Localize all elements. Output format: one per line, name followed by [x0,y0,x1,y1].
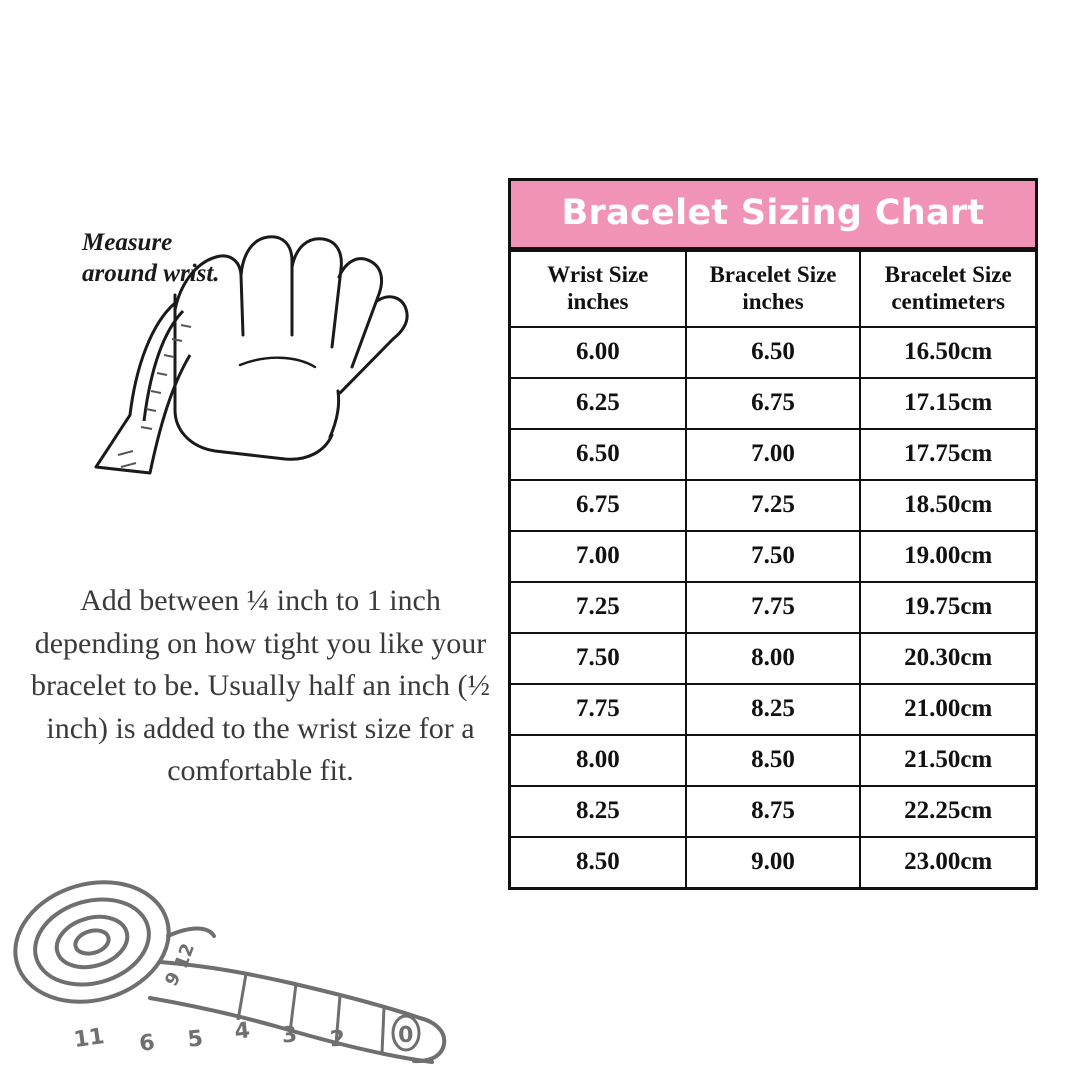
cell-bracelet-cm: 18.50cm [860,480,1035,531]
table-row [511,837,1035,887]
cell-bracelet-inches: 8.00 [686,633,861,684]
table-row [511,735,1035,786]
column-header-line: centimeters [891,289,1005,315]
cell-wrist-size: 7.50 [511,633,686,684]
column-header-line: inches [742,289,804,315]
tape-number: 11 [72,1024,106,1054]
cell-bracelet-inches: 9.00 [686,837,861,887]
column-header-wrist-size-inches [511,251,686,327]
tape-number: 4 [233,1018,252,1045]
cell-bracelet-cm: 22.25cm [860,786,1035,837]
column-header-line: inches [567,289,629,315]
table-row [511,684,1035,735]
cell-bracelet-cm: 17.15cm [860,378,1035,429]
cell-wrist-size: 6.50 [511,429,686,480]
sizing-instructions-text: Add between ¼ inch to 1 inch depending on how tight you like your bracelet to be. Usually half an inch (½ inch) is added to the wrist size for a comfortable fit. [31,584,490,788]
cell-wrist-size: 8.50 [511,837,686,887]
cell-bracelet-cm: 19.00cm [860,531,1035,582]
cell-wrist-size: 8.00 [511,735,686,786]
cell-bracelet-cm: 23.00cm [860,837,1035,887]
column-header-bracelet-size-centimeters [860,251,1035,327]
column-header-line: Bracelet Size [709,262,837,287]
table-row [511,582,1035,633]
sizing-table [511,250,1035,887]
sizing-chart [508,178,1038,890]
table-row [511,429,1035,480]
tape-number: 0 [397,1022,414,1049]
cell-bracelet-cm: 21.00cm [860,684,1035,735]
measure-caption: Measure around wrist. [82,229,220,287]
cell-bracelet-cm: 21.50cm [860,735,1035,786]
cell-bracelet-cm: 19.75cm [860,582,1035,633]
cell-bracelet-cm: 17.75cm [860,429,1035,480]
tape-number: 5 [186,1026,205,1053]
cell-wrist-size: 6.25 [511,378,686,429]
cell-bracelet-inches: 6.50 [686,327,861,378]
column-header-bracelet-size-inches [686,251,861,327]
cell-wrist-size: 7.25 [511,582,686,633]
table-row [511,531,1035,582]
tape-number: 2 [329,1026,347,1053]
table-row [511,327,1035,378]
cell-bracelet-inches: 7.75 [686,582,861,633]
tape-number: 12 [170,940,199,972]
cell-bracelet-inches: 7.00 [686,429,861,480]
chart-title: Bracelet Sizing Chart [511,181,1035,250]
tape-number: 3 [280,1022,299,1049]
cell-bracelet-inches: 8.25 [686,684,861,735]
column-header-line: Bracelet Size [884,262,1012,287]
cell-bracelet-cm: 16.50cm [860,327,1035,378]
rolled-tape-measure-illustration [0,870,470,1080]
table-header-row [511,251,1035,327]
cell-bracelet-inches: 6.75 [686,378,861,429]
table-row [511,378,1035,429]
cell-wrist-size: 8.25 [511,786,686,837]
cell-bracelet-inches: 8.75 [686,786,861,837]
cell-wrist-size: 7.75 [511,684,686,735]
cell-bracelet-cm: 20.30cm [860,633,1035,684]
cell-wrist-size: 6.75 [511,480,686,531]
table-row [511,786,1035,837]
cell-bracelet-inches: 8.50 [686,735,861,786]
tape-number: 9 [161,968,186,990]
column-header-line: Wrist Size [547,262,649,287]
cell-bracelet-inches: 7.25 [686,480,861,531]
cell-wrist-size: 7.00 [511,531,686,582]
tape-number: 6 [137,1030,157,1058]
cell-bracelet-inches: 7.50 [686,531,861,582]
cell-wrist-size: 6.00 [511,327,686,378]
table-row [511,633,1035,684]
table-row [511,480,1035,531]
